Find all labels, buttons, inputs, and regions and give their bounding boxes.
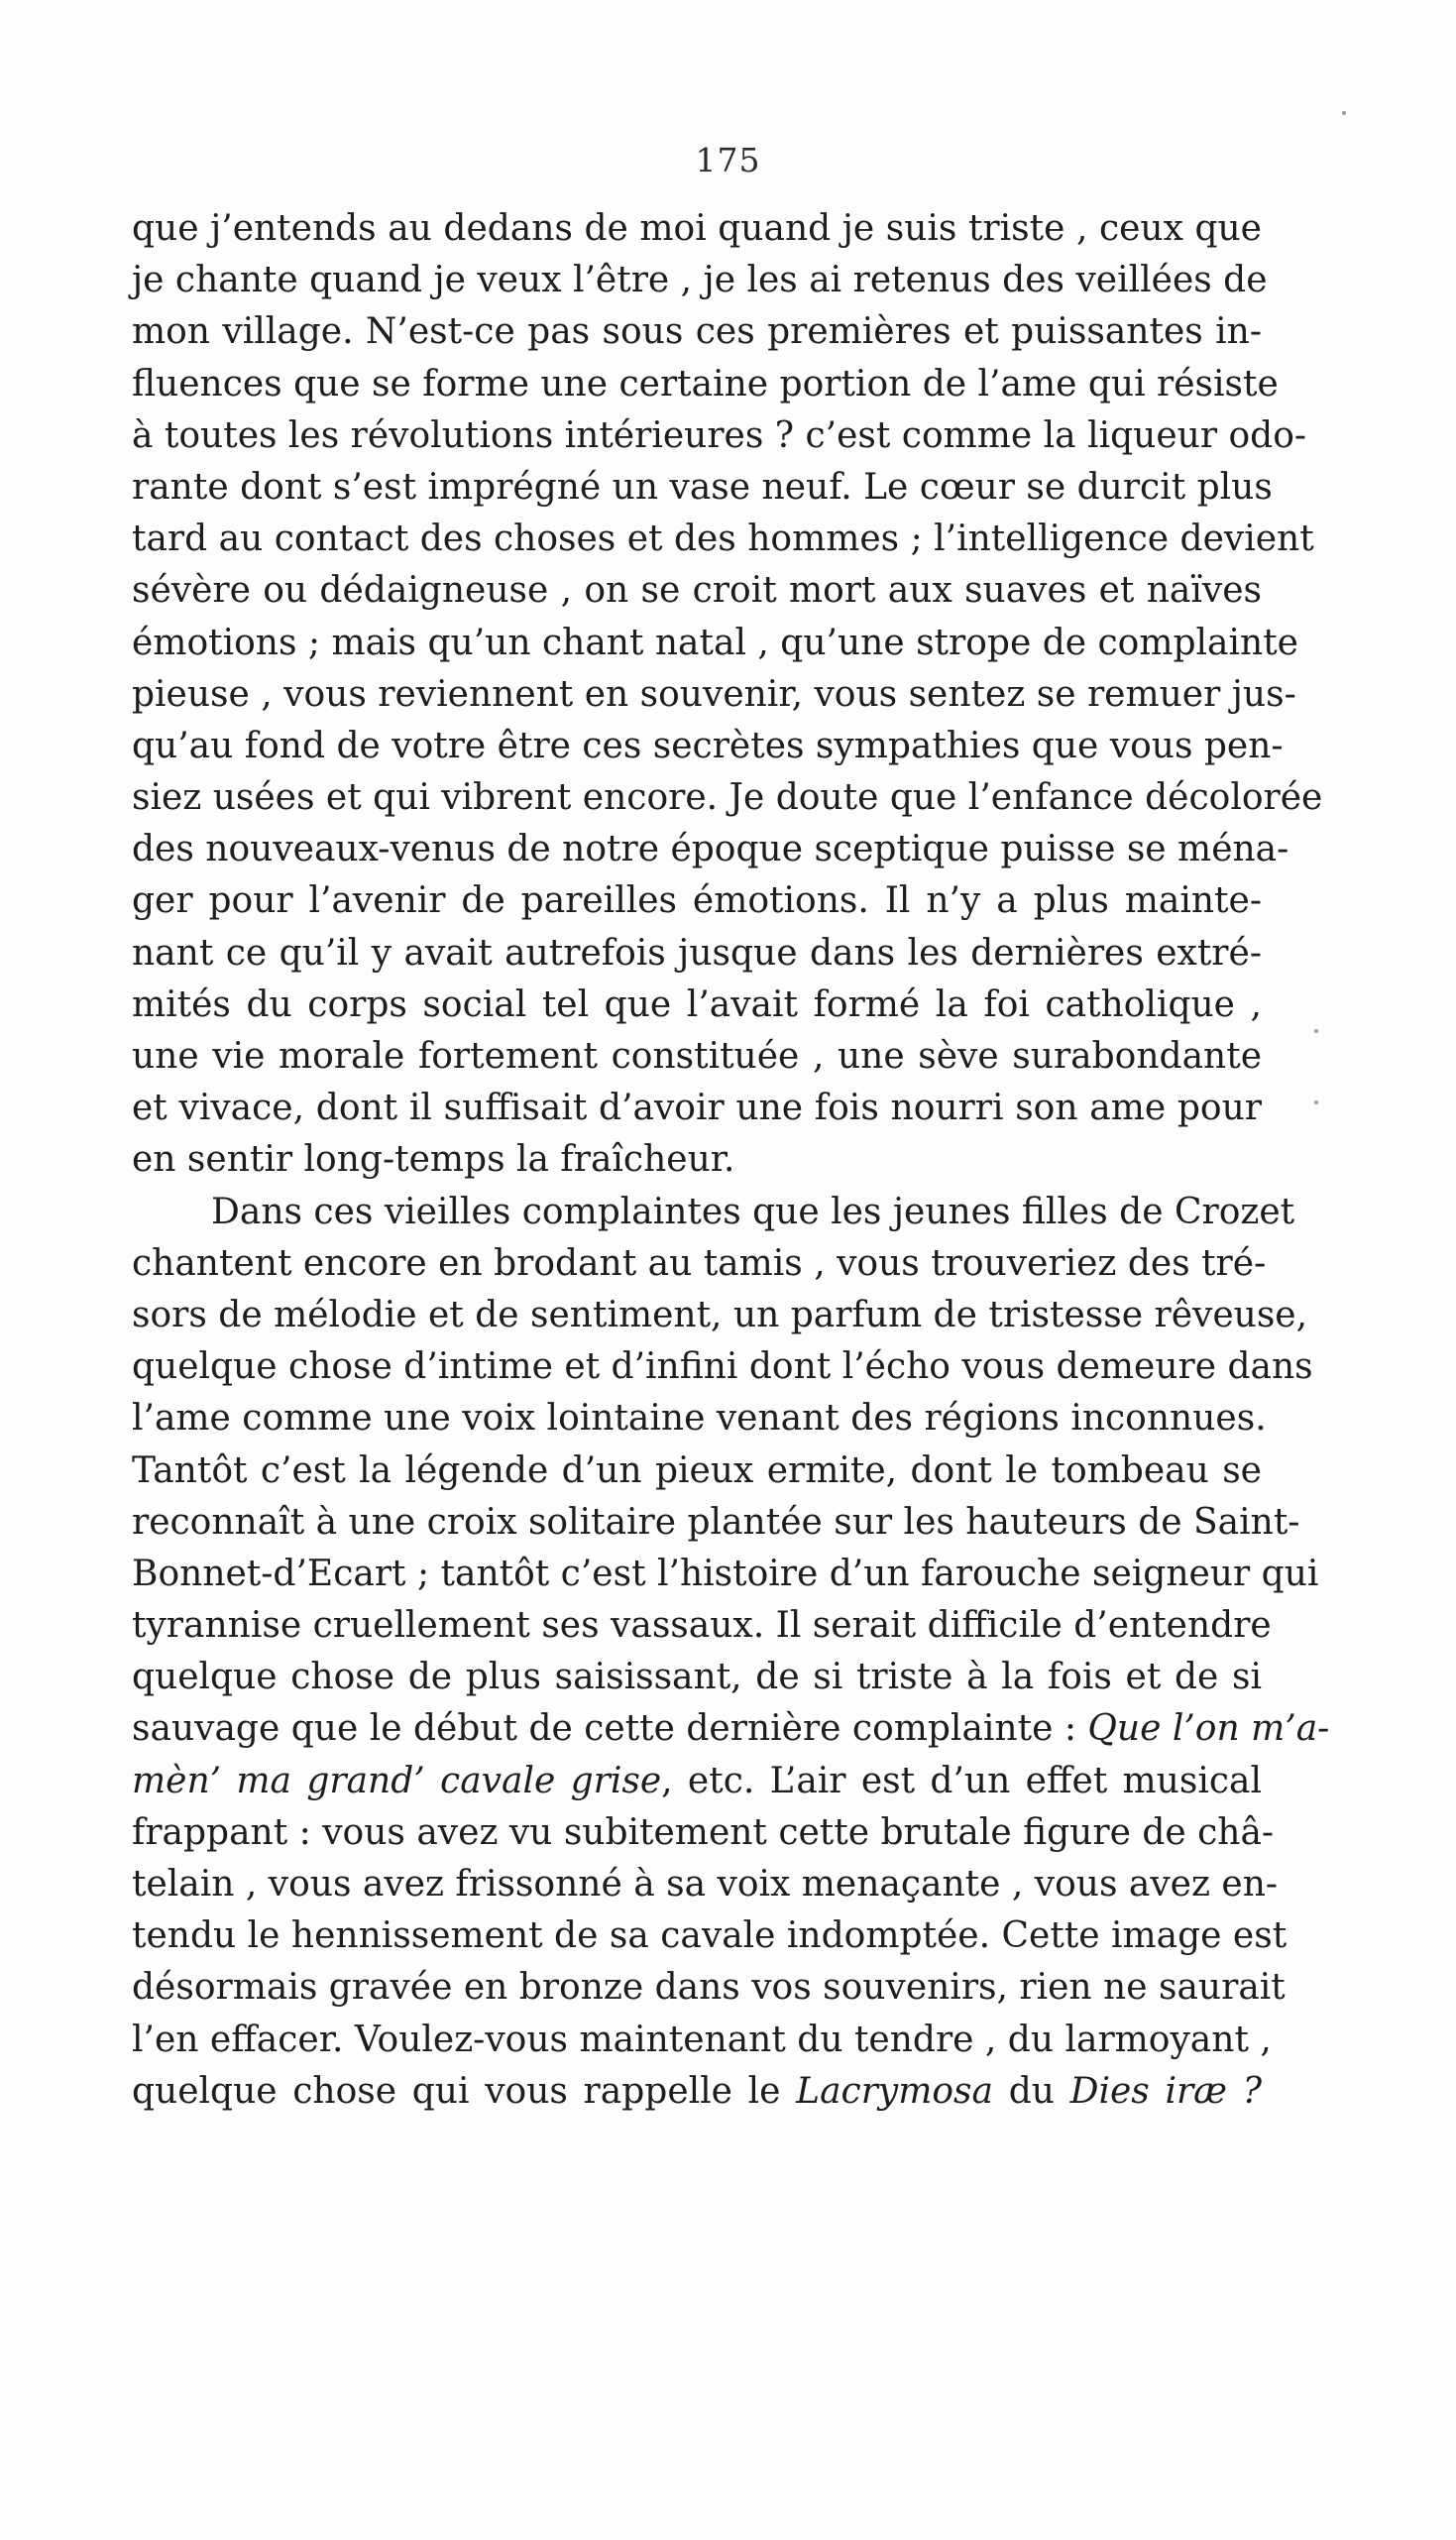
text-line: frappant : vous avez vu subitement cette brutale figure de châ-: [132, 1811, 1275, 1853]
page-number: 175: [695, 141, 761, 179]
text-line: Bonnet-d’Ecart ; tantôt c’est l’histoire d’un farouche seigneur qui: [132, 1553, 1319, 1594]
text-line: tyrannise cruellement ses vassaux. Il serait difficile d’entendre: [132, 1605, 1272, 1647]
text-line: nant ce qu’il y avait autrefois jusque dans les dernières extré-: [132, 932, 1262, 974]
scan-speck: [1342, 111, 1346, 115]
text-line: mités du corps social tel que l’avait formé la foi catholique ,: [132, 983, 1262, 1025]
italic-title: Dies iræ ?: [1069, 2070, 1263, 2112]
text-fragment: quelque chose qui vous rappelle le: [132, 2070, 781, 2112]
text-line: pieuse , vous reviennent en souvenir, vous sentez se remuer jus-: [132, 673, 1296, 715]
text-fragment: sauvage que le début de cette dernière complainte :: [132, 1708, 1076, 1750]
italic-title: Lacrymosa: [796, 2070, 993, 2112]
text-line: à toutes les révolutions intérieures ? c’est comme la liqueur odo-: [132, 414, 1307, 456]
text-line-with-italic: [132, 1703, 1330, 1755]
italic-quote: mèn’: [132, 1760, 222, 1801]
text-line: quelque chose de plus saisissant, de si triste à la fois et de si: [132, 1657, 1262, 1698]
text-line: ger pour l’avenir de pareilles émotions. Il n’y a plus mainte-: [132, 880, 1262, 922]
text-fragment: [1076, 1708, 1087, 1749]
text-line: que j’entends au dedans de moi quand je suis triste , ceux que: [132, 208, 1262, 249]
text-line: quelque chose d’intime et d’infini dont l’écho vous demeure dans: [132, 1346, 1313, 1388]
text-line: l’en effacer. Voulez-vous maintenant du tendre , du larmoyant ,: [132, 2019, 1272, 2060]
text-line: des nouveaux-venus de notre époque sceptique puisse se ména-: [132, 829, 1289, 870]
scan-speck: [1314, 1029, 1318, 1033]
text-line: fluences que se forme une certaine portion de l’ame qui résiste: [132, 363, 1279, 404]
text-line: l’ame comme une voix lointaine venant des régions inconnues.: [132, 1398, 1267, 1440]
body-text: [132, 203, 1330, 2118]
text-line: qu’au fond de votre être ces secrètes sympathies que vous pen-: [132, 725, 1284, 766]
scan-speck: [1314, 1100, 1318, 1104]
text-line: Dans ces vieilles complaintes que les jeunes filles de Crozet: [211, 1191, 1295, 1232]
text-line: sévère ou dédaigneuse , on se croit mort aux suaves et naïves: [132, 570, 1262, 612]
italic-quote: ma grand’ cavale grise: [236, 1760, 662, 1801]
text-line: désormais gravée en bronze dans vos souvenirs, rien ne saurait: [132, 1967, 1286, 2009]
text-fragment: , etc. L’air est d’un effet musical: [661, 1760, 1262, 1801]
text-line: mon village. N’est-ce pas sous ces premières et puissantes in-: [132, 311, 1262, 353]
text-line: telain , vous avez frissonné à sa voix menaçante , vous avez en-: [132, 1864, 1279, 1905]
text-line: chantent encore en brodant au tamis , vous trouveriez des tré-: [132, 1242, 1267, 1284]
text-line: Tantôt c’est la légende d’un pieux ermite, dont le tombeau se: [132, 1449, 1262, 1491]
text-line: tendu le hennissement de sa cavale indomptée. Cette image est: [132, 1915, 1288, 1957]
text-line: reconnaît à une croix solitaire plantée sur les hauteurs de Saint-: [132, 1501, 1300, 1543]
text-line: une vie morale fortement constituée , une sève surabondante: [132, 1036, 1262, 1077]
text-line: tard au contact des choses et des hommes ; l’intelligence devient: [132, 519, 1314, 560]
text-line: je chante quand je veux l’être , je les ai retenus des veillées de: [132, 260, 1268, 301]
text-line: en sentir long-temps la fraîcheur.: [132, 1139, 735, 1181]
text-line-with-italic: [132, 1756, 1262, 1807]
text-line: et vivace, dont il suffisait d’avoir une fois nourri son ame pour: [132, 1088, 1262, 1129]
text-line: émotions ; mais qu’un chant natal , qu’une strope de complainte: [132, 622, 1298, 663]
text-line: siez usées et qui vibrent encore. Je doute que l’enfance décolorée: [132, 777, 1323, 819]
text-fragment: du: [993, 2070, 1070, 2112]
text-line: sors de mélodie et de sentiment, un parfum de tristesse rêveuse,: [132, 1294, 1308, 1335]
text-line: rante dont s’est imprégné un vase neuf. Le cœur se durcit plus: [132, 466, 1273, 508]
text-line-with-italic: [132, 2066, 1262, 2118]
italic-quote: Que l’on m’a-: [1087, 1708, 1330, 1750]
